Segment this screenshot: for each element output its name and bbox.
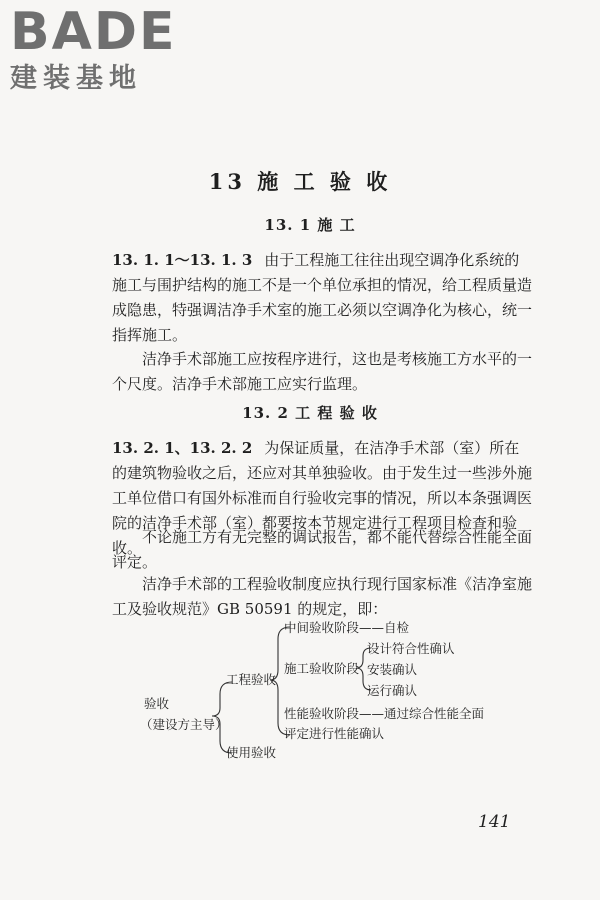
tree-install-confirmation: 安装确认: [367, 662, 418, 677]
logo-subtitle: 建装基地: [10, 63, 142, 94]
tree-performance-stage-cont: 评定进行性能确认: [284, 726, 385, 741]
section-heading-13-2: 13. 2 工 程 验 收: [242, 404, 378, 422]
paragraph-text: 由于工程施工往往出现空调净化系统的施工与围护结构的施工不是一个单位承担的情况，给工程质量造成隐患，特强调洁净手术室的施工必须以空调净化为核心，统一指挥施工。: [112, 251, 533, 344]
paragraph-text: 为保证质量，在洁净手术部（室）所在的建筑物验收之后，还应对其单独验收。由于发生过一些涉外施工单位借口有国外标准而自行验收完事的情况，所以本条强调医院的洁净手术部（室）都要按本节规定进行工程项目检查和验收。: [112, 439, 533, 557]
page-number: 141: [478, 812, 511, 832]
tree-design-confirmation: 设计符合性确认: [367, 641, 455, 656]
tree-root-label: 验收: [144, 696, 170, 711]
paragraph-13-2-3: 洁净手术部的工程验收制度应执行现行国家标准《洁净室施工及验收规范》GB 50591 的规定，即：: [112, 575, 533, 618]
tree-engineering-acceptance: 工程验收: [226, 672, 277, 687]
tree-middle-stage: 中间验收阶段——自检: [284, 620, 410, 635]
tree-use-acceptance: 使用验收: [226, 745, 277, 760]
tree-root-note: （建设方主导）: [140, 717, 228, 732]
tree-operation-confirmation: 运行确认: [367, 683, 418, 698]
tree-construction-stage: 施工验收阶段: [284, 661, 360, 676]
paragraph-13-1-2: 洁净手术部施工应按程序进行，这也是考核施工方水平的一个尺度。洁净手术部施工应实行监理。: [112, 350, 533, 393]
chapter-title: 13 施 工 验 收: [208, 169, 392, 194]
tree-performance-stage: 性能验收阶段——通过综合性能全面: [284, 706, 485, 721]
paragraph-13-2-2: 不论施工方有无完整的调试报告，都不能代替综合性能全面评定。: [112, 528, 533, 571]
logo-brand: BADE: [10, 2, 177, 62]
section-heading-13-1: 13. 1 施 工: [264, 216, 356, 234]
clause-number: 13. 2. 1、13. 2. 2: [112, 439, 253, 457]
clause-number: 13. 1. 1～13. 1. 3: [112, 251, 253, 269]
